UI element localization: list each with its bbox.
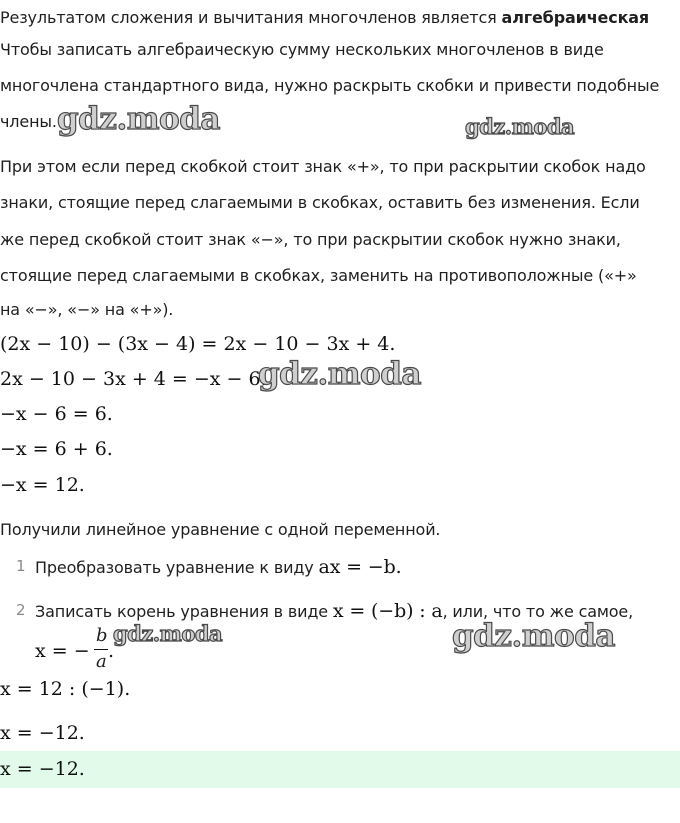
paragraph-line: знаки, стоящие перед слагаемыми в скобках, оставить без изменения. Если	[0, 193, 640, 212]
list-item-math: x = (−b) : a	[332, 600, 443, 622]
watermark-logo: gdz.moda	[258, 356, 421, 392]
fraction-numerator: b	[96, 625, 108, 646]
equation-line: (2x − 10) − (3x − 4) = 2x − 10 − 3x + 4.	[0, 333, 396, 355]
answer-highlight	[0, 751, 680, 788]
list-item-text: , или, что то же самое,	[442, 602, 634, 621]
fraction-bar	[94, 649, 108, 650]
equation-line: 2x − 10 − 3x + 4 = −x − 6.	[0, 368, 267, 390]
paragraph-text: Результатом сложения и вычитания многочленов является	[0, 8, 502, 27]
paragraph-line: члены.	[0, 112, 57, 131]
list-number: 2	[16, 601, 26, 619]
watermark-logo: gdz.moda	[452, 618, 615, 654]
paragraph-algebraic-sum	[0, 8, 649, 27]
equation-line: x = −12.	[0, 722, 85, 744]
list-item-text: Записать корень уравнения в виде	[35, 602, 333, 621]
paragraph-line: же перед скобкой стоит знак «−», то при раскрытии скобок нужно знаки,	[0, 230, 621, 249]
equation-line: x = 12 : (−1).	[0, 678, 131, 700]
linear-equation-note: Получили линейное уравнение с одной переменной.	[0, 520, 441, 539]
paragraph-line: стоящие перед слагаемыми в скобках, заменить на противоположные («+»	[0, 266, 637, 285]
equation-line: −x = 12.	[0, 474, 85, 496]
paragraph-line: Чтобы записать алгебраическую сумму нескольких многочленов в виде	[0, 40, 604, 59]
bold-term: алгебраическая	[501, 8, 650, 27]
equation-line: −x − 6 = 6.	[0, 403, 113, 425]
watermark-logo: gdz.moda	[113, 621, 223, 646]
list-number: 1	[16, 557, 26, 575]
paragraph-line: При этом если перед скобкой стоит знак «+», то при раскрытии скобок надо	[0, 157, 646, 176]
list-item-math: x = −	[35, 640, 90, 662]
watermark-logo: gdz.moda	[465, 114, 575, 139]
list-item-math: .	[108, 640, 115, 662]
equation-line: −x = 6 + 6.	[0, 438, 113, 460]
paragraph-line: многочлена стандартного вида, нужно раскрыть скобки и привести подобные	[0, 76, 660, 95]
list-item-text: Преобразовать уравнение к виду	[35, 558, 319, 577]
paragraph-line: на «−», «−» на «+»).	[0, 300, 174, 319]
list-item-math: ax = −b.	[318, 556, 402, 578]
fraction-denominator: a	[96, 651, 107, 672]
answer-equation: x = −12.	[0, 758, 85, 780]
list-item	[35, 556, 401, 578]
watermark-logo: gdz.moda	[57, 101, 220, 137]
